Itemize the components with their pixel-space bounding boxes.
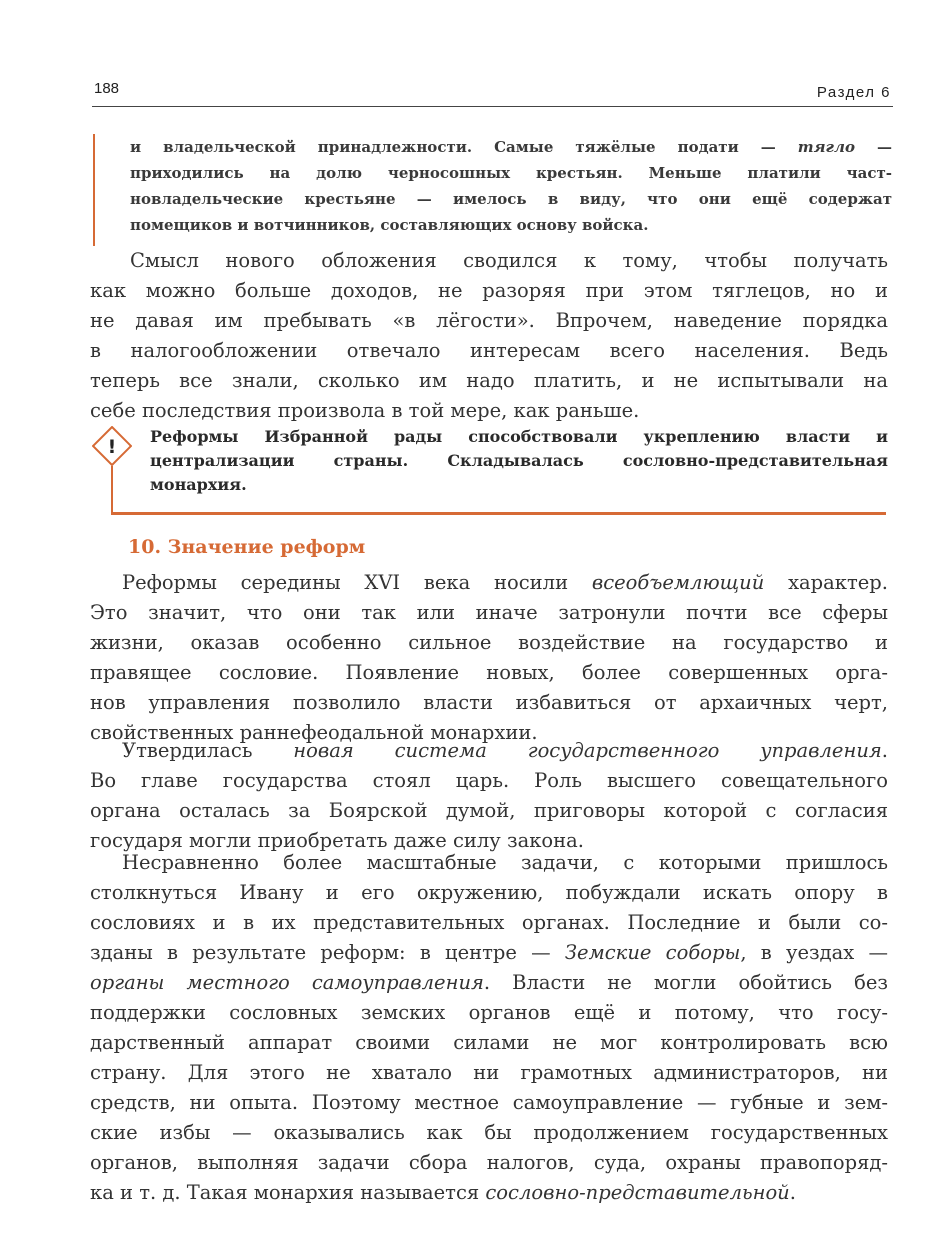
text-line: в налогообложении отвечало интересам всего населения. Ведь bbox=[90, 339, 888, 362]
text-line: зданы в результате реформ: в центре — Земские соборы, в уездах — bbox=[90, 941, 889, 964]
section-heading: 10. Значение реформ bbox=[128, 536, 366, 558]
text-line: свойственных раннефеодальной монархии. bbox=[90, 721, 538, 744]
text-line: Реформы середины XVI века носили всеобъемлющий характер. bbox=[122, 571, 888, 594]
text-line: приходились на долю черносошных крестьян. Меньше платили част- bbox=[130, 164, 892, 182]
text-line: поддержки сословных земских органов ещё и потому, что госу- bbox=[90, 1001, 888, 1024]
text-line: новладельческие крестьяне — имелось в виду, что они ещё содержат bbox=[130, 190, 892, 208]
text-line: средств, ни опыта. Поэтому местное самоуправление — губные и зем- bbox=[90, 1091, 888, 1114]
text-line: Это значит, что они так или иначе затронули почти все сферы bbox=[90, 601, 888, 624]
text-line: Смысл нового обложения сводился к тому, чтобы получать bbox=[130, 249, 888, 272]
text-line: ские избы — оказывались как бы продолжением государственных bbox=[90, 1121, 888, 1144]
text-line: Утвердилась новая система государственного управления. bbox=[122, 739, 888, 762]
text-line: помещиков и вотчинников, составляющих основу войска. bbox=[130, 216, 649, 234]
paragraph-1 bbox=[90, 568, 888, 748]
svg-text:!: ! bbox=[107, 436, 117, 458]
text-line: правящее сословие. Появление новых, более совершенных орга- bbox=[90, 661, 888, 684]
text-line: теперь все знали, сколько им надо платить, и не испытывали на bbox=[90, 369, 888, 392]
text-line: как можно больше доходов, не разоряя при этом тяглецов, но и bbox=[90, 279, 888, 302]
header-rule bbox=[92, 106, 893, 107]
text-line: органа осталась за Боярской думой, приговоры которой с согласия bbox=[90, 799, 888, 822]
text-line: не давая им пребывать «в лёгости». Впрочем, наведение порядка bbox=[90, 309, 888, 332]
page-number: 188 bbox=[94, 80, 120, 97]
text-line: себе последствия произвола в той мере, как раньше. bbox=[90, 399, 640, 422]
text-line: Реформы Избранной рады способствовали укреплению власти и bbox=[150, 427, 888, 446]
warning-diamond-icon bbox=[92, 426, 132, 466]
text-line: органы местного самоуправления. Власти не могли обойтись без bbox=[90, 971, 888, 994]
sidebar-accent-rule bbox=[93, 134, 95, 246]
section-label: Раздел 6 bbox=[816, 84, 891, 101]
text-line: государя могли приобретать даже силу закона. bbox=[90, 829, 584, 852]
text-line: централизации страны. Складывалась сословно-представительная bbox=[150, 451, 888, 470]
conclusion-rule-vertical bbox=[111, 466, 113, 514]
paragraph-3 bbox=[90, 848, 888, 1208]
text-line: нов управления позволило власти избавиться от архаичных черт, bbox=[90, 691, 888, 714]
paragraph-meaning bbox=[90, 246, 888, 426]
text-line: сословиях и в их представительных органах. Последние и были со- bbox=[90, 911, 888, 934]
text-line: Во главе государства стоял царь. Роль высшего совещательного bbox=[90, 769, 888, 792]
intro-block bbox=[130, 134, 892, 238]
text-line: столкнуться Ивану и его окружению, побуждали искать опору в bbox=[90, 881, 888, 904]
text-line: страну. Для этого не хватало ни грамотных администраторов, ни bbox=[90, 1061, 888, 1084]
paragraph-2 bbox=[90, 736, 888, 856]
conclusion-rule-horizontal bbox=[111, 512, 886, 515]
text-line: дарственный аппарат своими силами не мог контролировать всю bbox=[90, 1031, 888, 1054]
text-line: жизни, оказав особенно сильное воздействие на государство и bbox=[90, 631, 888, 654]
text-line: ка и т. д. Такая монархия называется сословно-представительной. bbox=[90, 1181, 796, 1204]
text-line: органов, выполняя задачи сбора налогов, суда, охраны правопоряд- bbox=[90, 1151, 888, 1174]
conclusion-box bbox=[150, 425, 888, 497]
text-line: и владельческой принадлежности. Самые тяжёлые подати — тягло — bbox=[130, 138, 892, 156]
text-line: монархия. bbox=[150, 475, 247, 494]
text-line: Несравненно более масштабные задачи, с которыми пришлось bbox=[122, 851, 888, 874]
